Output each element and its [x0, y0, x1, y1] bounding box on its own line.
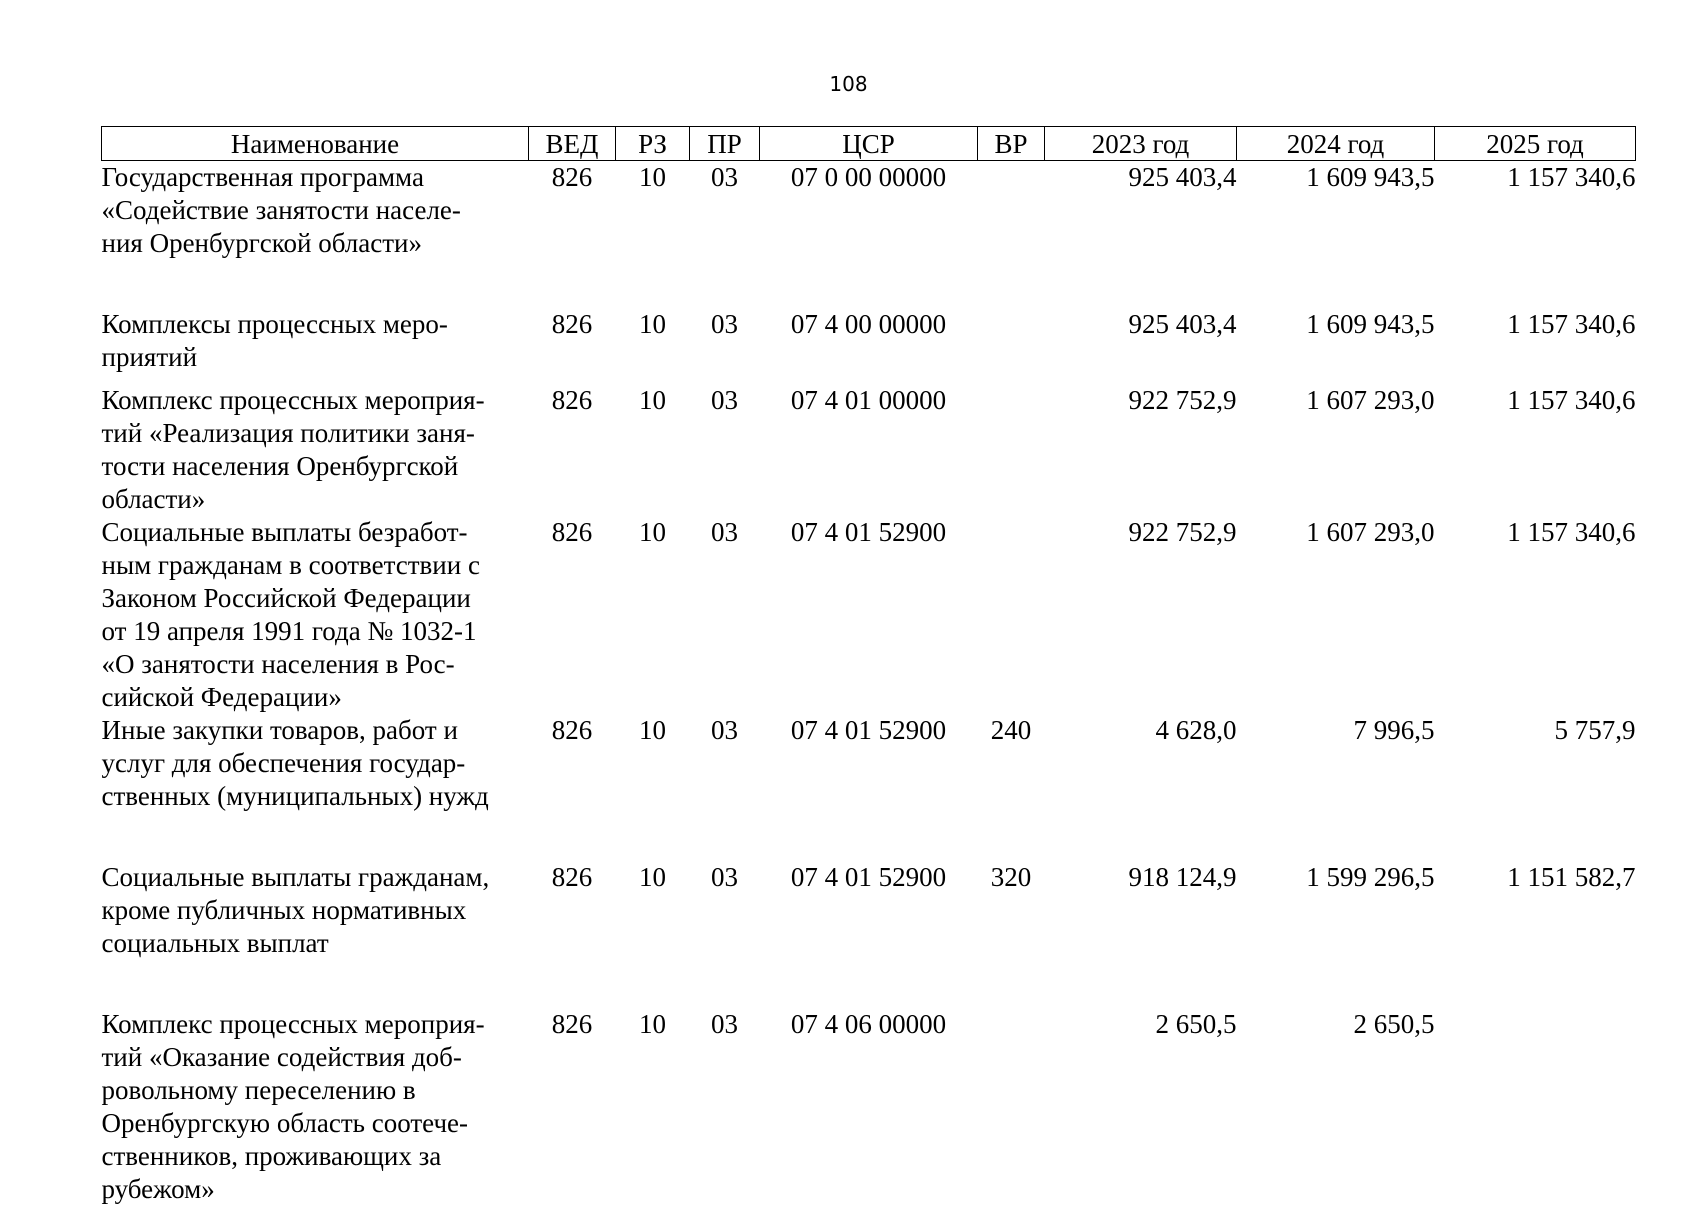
amount-2024-cell: 1 607 293,0	[1237, 384, 1435, 516]
rz-cell: 10	[616, 516, 690, 714]
table-row	[102, 714, 1636, 861]
csr-cell: 07 4 01 52900	[760, 714, 978, 861]
table-body	[102, 161, 1636, 1206]
name-line: Комплексы процессных меро-	[102, 308, 529, 341]
ved-cell: 826	[529, 1008, 616, 1206]
name-line: «О занятости населения в Рос-	[102, 648, 529, 681]
pr-cell: 03	[690, 1008, 760, 1206]
name-line: рубежом»	[102, 1173, 529, 1206]
name-line: тости населения Оренбургской	[102, 450, 529, 483]
name-line: кроме публичных нормативных	[102, 894, 529, 927]
pr-cell: 03	[690, 384, 760, 516]
csr-cell: 07 4 01 00000	[760, 384, 978, 516]
name-line: «Содействие занятости населе-	[102, 194, 529, 227]
name-line: тий «Оказание содействия доб-	[102, 1041, 529, 1074]
name-line: Оренбургскую область соотече-	[102, 1107, 529, 1140]
header-csr: ЦСР	[760, 127, 978, 161]
table-row	[102, 161, 1636, 309]
amount-2025-cell: 1 157 340,6	[1435, 308, 1636, 384]
header-2024: 2024 год	[1237, 127, 1435, 161]
name-line: ственных (муниципальных) нужд	[102, 780, 529, 813]
vr-cell	[978, 308, 1045, 384]
row-name-cell	[102, 861, 529, 1008]
amount-2024-cell: 1 609 943,5	[1237, 161, 1435, 309]
csr-cell: 07 0 00 00000	[760, 161, 978, 309]
amount-2025-cell: 1 157 340,6	[1435, 516, 1636, 714]
name-line: Социальные выплаты безработ-	[102, 516, 529, 549]
table-row	[102, 308, 1636, 384]
row-name-cell	[102, 384, 529, 516]
amount-2023-cell: 925 403,4	[1045, 161, 1237, 309]
amount-2024-cell: 1 599 296,5	[1237, 861, 1435, 1008]
header-vr: ВР	[978, 127, 1045, 161]
amount-2023-cell: 922 752,9	[1045, 384, 1237, 516]
vr-cell: 240	[978, 714, 1045, 861]
header-2025: 2025 год	[1435, 127, 1636, 161]
header-name: Наименование	[102, 127, 529, 161]
name-line: Комплекс процессных мероприя-	[102, 1008, 529, 1041]
header-pr: ПР	[690, 127, 760, 161]
vr-cell	[978, 516, 1045, 714]
name-line: Социальные выплаты гражданам,	[102, 861, 529, 894]
row-name-cell	[102, 714, 529, 861]
name-line: приятий	[102, 341, 529, 374]
table-row	[102, 1008, 1636, 1206]
vr-cell	[978, 1008, 1045, 1206]
amount-2023-cell: 918 124,9	[1045, 861, 1237, 1008]
csr-cell: 07 4 01 52900	[760, 861, 978, 1008]
rz-cell: 10	[616, 861, 690, 1008]
rz-cell: 10	[616, 161, 690, 309]
header-ved: ВЕД	[529, 127, 616, 161]
vr-cell	[978, 384, 1045, 516]
csr-cell: 07 4 06 00000	[760, 1008, 978, 1206]
budget-table	[101, 126, 1636, 1206]
amount-2024-cell: 7 996,5	[1237, 714, 1435, 861]
row-name-cell	[102, 516, 529, 714]
csr-cell: 07 4 01 52900	[760, 516, 978, 714]
vr-cell	[978, 161, 1045, 309]
page-number: 108	[0, 72, 1697, 96]
table-row	[102, 861, 1636, 1008]
rz-cell: 10	[616, 384, 690, 516]
amount-2025-cell: 1 151 582,7	[1435, 861, 1636, 1008]
name-line: ровольному переселению в	[102, 1074, 529, 1107]
amount-2025-cell: 1 157 340,6	[1435, 384, 1636, 516]
ved-cell: 826	[529, 384, 616, 516]
row-name-cell	[102, 1008, 529, 1206]
amount-2024-cell: 2 650,5	[1237, 1008, 1435, 1206]
row-name-cell	[102, 308, 529, 384]
table-header	[102, 127, 1636, 161]
rz-cell: 10	[616, 308, 690, 384]
name-line: социальных выплат	[102, 927, 529, 960]
pr-cell: 03	[690, 516, 760, 714]
header-row	[102, 127, 1636, 161]
table-row	[102, 516, 1636, 714]
amount-2025-cell	[1435, 1008, 1636, 1206]
name-line: ния Оренбургской области»	[102, 227, 529, 260]
header-rz: РЗ	[616, 127, 690, 161]
amount-2025-cell: 5 757,9	[1435, 714, 1636, 861]
ved-cell: 826	[529, 714, 616, 861]
amount-2023-cell: 922 752,9	[1045, 516, 1237, 714]
amount-2025-cell: 1 157 340,6	[1435, 161, 1636, 309]
name-line: тий «Реализация политики заня-	[102, 417, 529, 450]
name-line: области»	[102, 483, 529, 516]
amount-2024-cell: 1 607 293,0	[1237, 516, 1435, 714]
pr-cell: 03	[690, 861, 760, 1008]
amount-2024-cell: 1 609 943,5	[1237, 308, 1435, 384]
pr-cell: 03	[690, 308, 760, 384]
rz-cell: 10	[616, 1008, 690, 1206]
amount-2023-cell: 925 403,4	[1045, 308, 1237, 384]
name-line: ственников, проживающих за	[102, 1140, 529, 1173]
amount-2023-cell: 2 650,5	[1045, 1008, 1237, 1206]
name-line: Иные закупки товаров, работ и	[102, 714, 529, 747]
amount-2023-cell: 4 628,0	[1045, 714, 1237, 861]
csr-cell: 07 4 00 00000	[760, 308, 978, 384]
ved-cell: 826	[529, 861, 616, 1008]
ved-cell: 826	[529, 308, 616, 384]
name-line: услуг для обеспечения государ-	[102, 747, 529, 780]
pr-cell: 03	[690, 714, 760, 861]
name-line: Законом Российской Федерации	[102, 582, 529, 615]
pr-cell: 03	[690, 161, 760, 309]
name-line: Государственная программа	[102, 161, 529, 194]
ved-cell: 826	[529, 516, 616, 714]
rz-cell: 10	[616, 714, 690, 861]
name-line: Комплекс процессных мероприя-	[102, 384, 529, 417]
header-2023: 2023 год	[1045, 127, 1237, 161]
vr-cell: 320	[978, 861, 1045, 1008]
row-name-cell	[102, 161, 529, 309]
ved-cell: 826	[529, 161, 616, 309]
name-line: сийской Федерации»	[102, 681, 529, 714]
name-line: от 19 апреля 1991 года № 1032-1	[102, 615, 529, 648]
table-row	[102, 384, 1636, 516]
name-line: ным гражданам в соответствии с	[102, 549, 529, 582]
